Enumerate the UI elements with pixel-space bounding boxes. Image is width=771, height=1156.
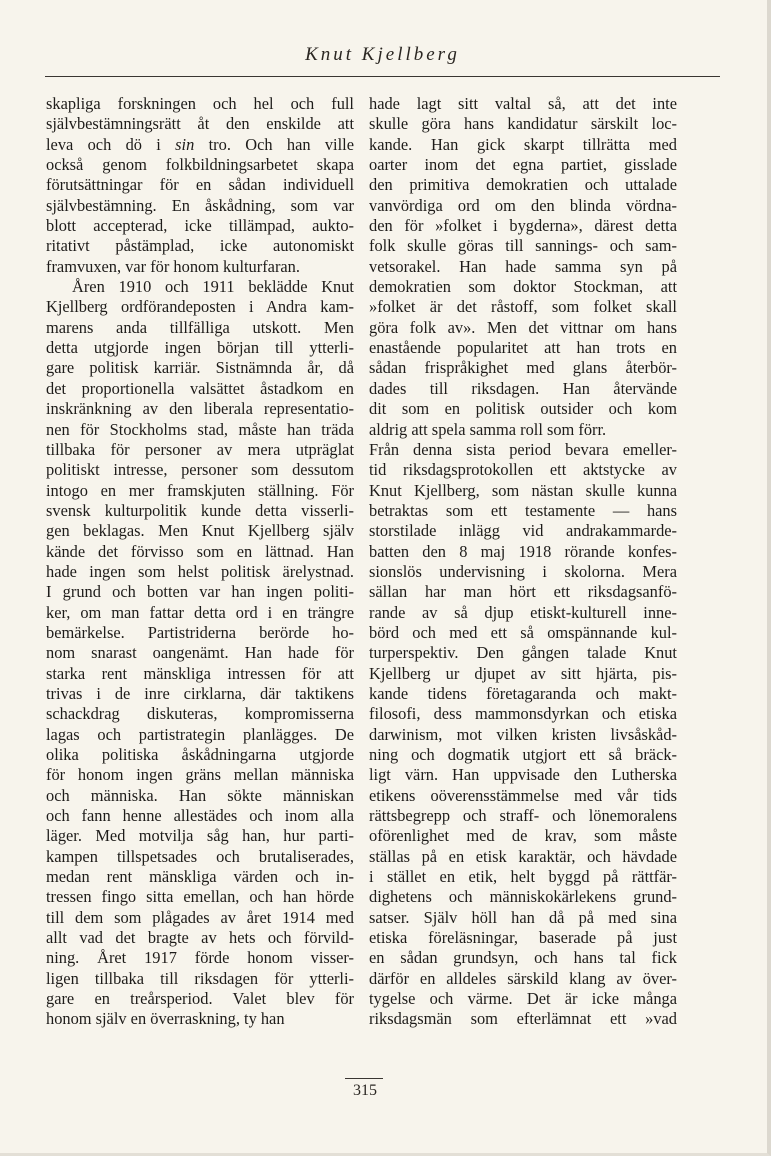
text-line: därför en alldeles särskild klang av över- (369, 968, 677, 988)
text-line: nom snarast oangenämt. Han hade för (46, 643, 354, 663)
text-line: bemärkelse. Partistriderna berörde ho- (46, 622, 354, 642)
page-number: 315 (353, 1082, 377, 1099)
text-line: starka rent mänskliga intressen för att (46, 663, 354, 683)
text-line: olika politiska åskådningarna utgjorde (46, 745, 354, 764)
running-head: Knut Kjellberg (305, 44, 460, 65)
right-column (369, 94, 677, 1030)
text-line: kande. Han gick skarpt tillrätta med (369, 134, 677, 154)
text-line: »folket är det råstoff, som folket skall (369, 297, 677, 317)
text-line: självbestämningsrätt åt den enskilde att (46, 114, 354, 134)
text-line: tygelse och värme. Det är icke många (369, 989, 677, 1009)
text-line: och fann henne allestädes och inom alla (46, 806, 354, 826)
text-line: darwinism, mot vilken kristen livsåskåd- (369, 724, 677, 744)
text-line: sionslös undervisning i skolorna. Mera (369, 561, 677, 581)
text-line: tillbaka för personer av mera utpräglat (46, 439, 354, 459)
text-line: ker, om man fattar detta ord i en trängre (46, 602, 354, 622)
text-line: gen beklagas. Men Knut Kjellberg själv (46, 521, 354, 541)
text-line: också genom folkbildningsarbetet skapa (46, 155, 354, 175)
text-line: den för »folket i bygderna», därest detta (369, 216, 677, 236)
text-line: för honom ingen gräns mellan människa (46, 765, 354, 785)
text-line: självbestämning. En åskådning, som var (46, 195, 354, 215)
text-line: ställas på en etisk karaktär, och hävdade (369, 846, 677, 866)
text-line: trivas i de inre cirklarna, där taktikens (46, 683, 354, 703)
text-line: oarter inom det egna partiet, gisslade (369, 155, 677, 175)
text-line: rande av så djup etiskt-kulturell inne- (369, 602, 677, 622)
text-line: marens anda tillfälliga utskott. Men (46, 317, 354, 337)
text-line: svensk kulturpolitik kunde detta visserli- (46, 500, 354, 520)
text-line: tid riksdagsprotokollen ett aktstycke av (369, 460, 677, 480)
text-line: kande tidens företagaranda och makt- (369, 683, 677, 703)
text-line: ligt värn. Han uppvisade den Lutherska (369, 765, 677, 785)
text-line: vanvördiga ord om den blinda vördna- (369, 195, 677, 215)
text-line: dades till riksdagen. Han återvände (369, 378, 677, 398)
text-line: hade lagt sitt valtal så, att det inte (369, 94, 677, 113)
left-column (46, 94, 354, 1030)
text-line: aldrig att spela samma roll som förr. (369, 419, 607, 439)
text-line: oförenlighet med de krav, som måste (369, 826, 677, 846)
text-line: detta utgjorde ingen början till ytterli- (46, 338, 354, 358)
text-line: turperspektiv. Den gången talade Knut (369, 643, 677, 663)
text-line: dighetens och människokärlekens grund- (369, 887, 677, 907)
text-line: Kjellberg ordförandeposten i Andra kam- (46, 297, 354, 317)
text-line: vetsorakel. Han hade samma syn på (369, 256, 677, 276)
text-line: betraktas som ett testamente — hans (369, 500, 677, 520)
text-line: skapliga forskningen och hel och full (46, 94, 354, 113)
text-line: storstilade inlägg vid andrakammarde- (369, 521, 677, 541)
text-line: allt vad det bragte av hets och förvild- (46, 928, 354, 948)
text-line: lagas och partistrategin planlägges. De (46, 724, 354, 744)
text-line: I grund och botten var han ingen politi- (46, 582, 354, 602)
text-line: honom själv en överraskning, ty han (46, 1009, 285, 1029)
header-rule (45, 76, 720, 77)
text-line: den primitiva demokratien och uttalade (369, 175, 677, 195)
text-line: det proportionella valsättet åstadkom en (46, 378, 354, 398)
text-line: framvuxen, var för honom kulturfaran. (46, 256, 300, 276)
text-line: gare en treårsperiod. Valet blev för (46, 989, 354, 1009)
text-line: rättsbegrepp och straff- och lönemoralens (369, 806, 677, 826)
text-line: tressen fingo sitta emellan, och han hörde (46, 887, 354, 907)
folio-rule (345, 1078, 383, 1079)
text-line: satser. Själv höll han då på med sina (369, 907, 677, 927)
text-line: till dem som plågades av året 1914 med (46, 907, 354, 927)
text-line: kampen tillspetsades och brutaliserades, (46, 846, 354, 866)
text-line: gare politisk karriär. Sistnämnda år, då (46, 358, 354, 378)
text-line: batten den 8 maj 1918 rörande konfes- (369, 541, 677, 561)
text-line: läger. Med motvilja såg han, hur parti- (46, 826, 354, 846)
text-line: börd och med ett så omspännande kul- (369, 622, 677, 642)
text-line: och människa. Han sökte människan (46, 785, 354, 805)
text-line: politiskt intresse, personer som dessutom (46, 460, 354, 480)
text-line: inskränkning av den liberala representatio- (46, 399, 354, 419)
text-line: leva och dö i sin tro. Och han ville (46, 134, 354, 154)
text-line: medan rent mänskliga värden och in- (46, 867, 354, 887)
text-line: kände det förvisso som en lättnad. Han (46, 541, 354, 561)
text-line: ning. Året 1917 förde honom visser- (46, 948, 354, 968)
text-line: ning och dogmatik utgjort ett så bräck- (369, 745, 677, 764)
text-line: schackdrag diskuteras, kompromisserna (46, 704, 354, 724)
text-line: hade ingen som helst politisk ärelystnad. (46, 561, 354, 581)
text-line: etiska föreläsningar, baserade på just (369, 928, 677, 948)
text-line: filosofi, dess mammonsdyrkan och etiska (369, 704, 677, 724)
text-line: Kjellberg ur djupet av sitt hjärta, pis- (369, 663, 677, 683)
text-line: sådan frispråkighet med glans återbör- (369, 358, 677, 378)
text-line: göra folk av». Men det vittnar om hans (369, 317, 677, 337)
text-line: förutsättningar för en sådan individuell (46, 175, 354, 195)
text-line: nen för Stockholms stad, måste han träda (46, 419, 354, 439)
text-line: Åren 1910 och 1911 beklädde Knut (72, 277, 354, 297)
text-line: intogo en mer framskjuten ställning. För (46, 480, 354, 500)
text-line: ritativt påstämplad, icke autonomiskt (46, 236, 354, 256)
text-line: Från denna sista period bevara emeller- (369, 439, 677, 459)
text-line: Knut Kjellberg, som nästan skulle kunna (369, 480, 677, 500)
text-line: skulle göra hans kandidatur särskilt loc- (369, 114, 677, 134)
text-line: demokratien som doktor Stockman, att (369, 277, 677, 297)
text-line: folk skulle göras till sannings- och sam- (369, 236, 677, 256)
text-line: i stället en etik, helt byggd på rättfär- (369, 867, 677, 887)
text-line: etikens oöverensstämmelse med vår tids (369, 785, 677, 805)
text-line: en sådan grundsyn, och hans tal fick (369, 948, 677, 968)
text-line: sällan har man hört ett riksdagsanfö- (369, 582, 677, 602)
text-line: enastående popularitet att han trots en (369, 338, 677, 358)
text-line: ligen tillbaka till riksdagen för ytterli- (46, 968, 354, 988)
text-line: blott accepterad, icke tillämpad, aukto- (46, 216, 354, 236)
text-line: dit som en politisk outsider och kom (369, 399, 677, 419)
text-line: riksdagsmän som efterlämnat ett »vad (369, 1009, 677, 1029)
